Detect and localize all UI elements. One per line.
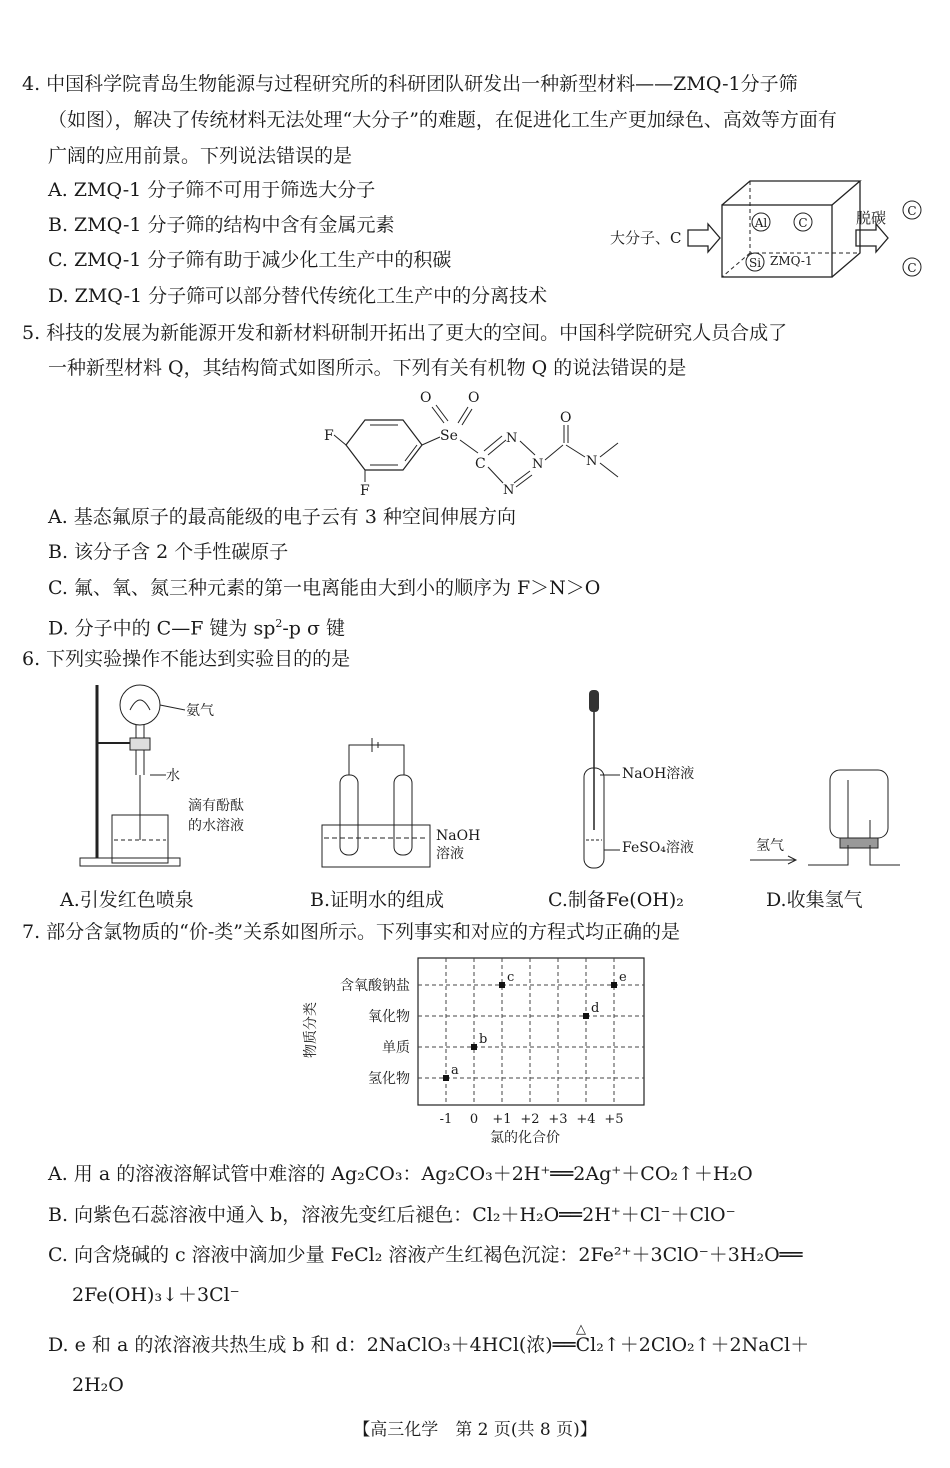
- n-atom-3: N: [503, 483, 515, 498]
- benzene-ring: [346, 420, 422, 470]
- feso4-label: FeSO₄溶液: [622, 840, 694, 856]
- q7-option-c-line2: 2Fe(OH)₃↓＋3Cl⁻: [72, 1284, 240, 1306]
- naoh-dropper-label: NaOH溶液: [622, 766, 695, 782]
- q7-option-c-line1: C. 向含烧碱的 c 溶液中滴加少量 FeCl₂ 溶液产生红褐色沉淀：2Fe²⁺＋3ClO⁻＋3H₂O══: [48, 1244, 803, 1266]
- q6-stem: 6. 下列实验操作不能达到实验目的的是: [22, 648, 351, 670]
- phenolphthalein-label-2: 的水溶液: [188, 818, 244, 834]
- x-axis-labels: [440, 1112, 624, 1127]
- point-e: [611, 982, 617, 988]
- chart-grid: [418, 958, 644, 1105]
- q6-caption-d: D.收集氢气: [766, 889, 863, 911]
- data-points: [443, 970, 627, 1081]
- arrow-in-icon: [688, 224, 720, 252]
- phenolphthalein-label-1: 滴有酚酞: [188, 798, 244, 814]
- x-tick-label: +5: [604, 1112, 624, 1127]
- si-label: Si: [748, 256, 762, 270]
- point-label-d: d: [591, 1001, 600, 1016]
- f-atom-2: F: [360, 483, 370, 499]
- point-label-e: e: [619, 970, 627, 985]
- f-atom-1: F: [324, 428, 334, 444]
- point-label-b: b: [479, 1032, 488, 1047]
- q6-caption-a: A.引发红色喷泉: [60, 889, 194, 911]
- page-footer: 【高三化学 第 2 页(共 8 页)】: [353, 1420, 597, 1440]
- q7-option-d-line2: 2H₂O: [72, 1374, 124, 1396]
- apparatus-b: [322, 738, 480, 867]
- arrow-out-icon: [856, 224, 888, 252]
- q7-option-d-line1: D. e 和 a 的浓溶液共热生成 b 和 d：2NaClO₃＋4HCl(浓)══Cl₂↑＋2ClO₂↑＋2NaCl＋: [48, 1334, 810, 1356]
- valence-class-chart: [300, 950, 650, 1145]
- q4-option-b: B. ZMQ-1 分子筛的结构中含有金属元素: [48, 214, 395, 236]
- x-axis-title: 氯的化合价: [490, 1130, 560, 1145]
- q5-stem-line1: 5. 科技的发展为新能源开发和新材料研制开拓出了更大的空间。中国科学院研究人员合成了: [22, 322, 788, 344]
- n-atom-2: N: [532, 457, 544, 472]
- naoh-label: NaOH: [436, 828, 481, 844]
- o-atom-1: O: [420, 390, 432, 406]
- o-atom-3: O: [560, 410, 572, 426]
- q5-stem-line2: 一种新型材料 Q，其结构简式如图所示。下列有关有机物 Q 的说法错误的是: [48, 357, 687, 379]
- q4-option-c: C. ZMQ-1 分子筛有助于减少化工生产中的积碳: [48, 249, 452, 271]
- q7-option-a: A. 用 a 的溶液溶解试管中难溶的 Ag₂CO₃：Ag₂CO₃＋2H⁺══2Ag⁺＋CO₂↑＋H₂O: [48, 1163, 753, 1185]
- n-atom-1: N: [506, 431, 518, 446]
- water-label: 水: [166, 768, 180, 784]
- se-atom: Se: [440, 428, 458, 444]
- q6-caption-b: B.证明水的组成: [310, 889, 445, 911]
- x-tick-label: 0: [469, 1112, 479, 1127]
- y-axis-title: 物质分类: [303, 1002, 319, 1058]
- apparatus-d: [750, 770, 900, 865]
- q4-stem-line1: 4. 中国科学院青岛生物能源与过程研究所的科研团队研发出一种新型材料——ZMQ-1分子筛: [22, 73, 798, 95]
- ammonia-label: 氨气: [186, 703, 214, 719]
- x-tick-label: +3: [548, 1112, 568, 1127]
- heat-symbol: △: [576, 1322, 586, 1337]
- fig-input-label: 大分子、C: [610, 229, 682, 247]
- x-tick-label: +1: [492, 1112, 512, 1127]
- apparatus-c: [584, 690, 694, 868]
- point-label-a: a: [451, 1063, 459, 1078]
- y-axis-labels: [340, 977, 410, 1087]
- q5-option-d: D. 分子中的 C—F 键为 $sp^2-p$ σ 键: [48, 617, 346, 640]
- q4-stem-line2: （如图），解决了传统材料无法处理“大分子”的难题，在促进化工生产更加绿色、高效等方面有: [48, 109, 837, 131]
- q4-stem-line3: 广阔的应用前景。下列说法错误的是: [48, 145, 353, 167]
- q4-option-d: D. ZMQ-1 分子筛可以部分替代传统化工生产中的分离技术: [48, 285, 548, 307]
- zmq1-label: ZMQ-1: [770, 254, 813, 268]
- x-tick-label: +4: [576, 1112, 596, 1127]
- molecule-q-structure: [320, 385, 640, 500]
- y-category-label: 含氧酸钠盐: [340, 978, 410, 994]
- zmq1-diagram: [600, 175, 940, 285]
- point-d: [583, 1013, 589, 1019]
- n-atom-4: N: [586, 454, 598, 469]
- q4-option-a: A. ZMQ-1 分子筛不可用于筛选大分子: [48, 179, 376, 201]
- chart-frame: [418, 958, 644, 1105]
- q5-option-b: B. 该分子含 2 个手性碳原子: [48, 541, 289, 563]
- o-atom-2: O: [468, 390, 480, 406]
- y-category-label: 单质: [382, 1040, 410, 1056]
- y-category-label: 氢化物: [368, 1071, 410, 1087]
- x-tick-label: -1: [439, 1112, 453, 1127]
- c-out-label-2: C: [907, 261, 917, 275]
- c-label: C: [798, 216, 808, 230]
- al-label: Al: [754, 216, 768, 230]
- q7-option-b: B. 向紫色石蕊溶液中通入 b，溶液先变红后褪色：Cl₂＋H₂O══2H⁺＋Cl⁻＋ClO⁻: [48, 1204, 736, 1226]
- y-category-label: 氧化物: [368, 1009, 410, 1025]
- decarbon-label: 脱碳: [856, 209, 887, 227]
- x-tick-label: +2: [520, 1112, 540, 1127]
- solution-label: 溶液: [436, 846, 464, 862]
- point-a: [443, 1075, 449, 1081]
- point-b: [471, 1044, 477, 1050]
- q7-stem: 7. 部分含氯物质的“价-类”关系如图所示。下列事实和对应的方程式均正确的是: [22, 921, 681, 943]
- c-atom: C: [475, 456, 486, 472]
- q6-apparatus-figures: [60, 680, 910, 880]
- c-out-label-1: C: [907, 204, 917, 218]
- hydrogen-label: 氢气: [756, 838, 784, 854]
- point-c: [499, 982, 505, 988]
- point-label-c: c: [507, 970, 515, 985]
- q5-option-c: C. 氟、氧、氮三种元素的第一电离能由大到小的顺序为 F＞N＞O: [48, 577, 601, 599]
- q5-option-a: A. 基态氟原子的最高能级的电子云有 3 种空间伸展方向: [48, 506, 516, 528]
- q6-caption-c: C.制备Fe(OH)₂: [548, 889, 684, 911]
- apparatus-a: [80, 685, 244, 866]
